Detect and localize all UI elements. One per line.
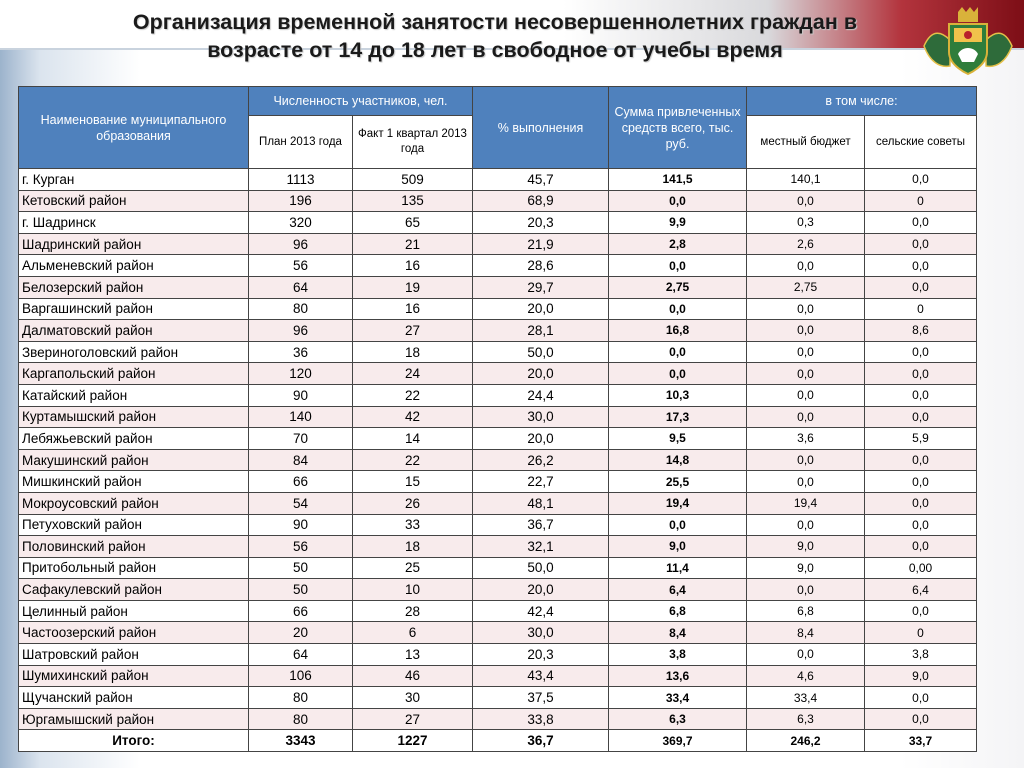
page-title [60,8,930,64]
sum-cell: 10,3 [609,384,747,406]
local-budget-cell: 0,0 [747,644,865,666]
fact-cell: 15 [353,471,473,493]
municipality-cell: Каргапольский район [19,363,249,385]
local-budget-cell: 0,0 [747,449,865,471]
municipality-cell: Шумихинский район [19,665,249,687]
plan-cell: 96 [249,320,353,342]
municipality-cell: Макушинский район [19,449,249,471]
header-municipality: Наименование муниципального образования [19,87,249,169]
municipality-cell: г. Курган [19,169,249,191]
fact-cell: 135 [353,190,473,212]
title-line-1: Организация временной занятости несовершеннолетних граждан в [132,10,858,34]
table-row [19,276,977,298]
local-budget-cell: 0,3 [747,212,865,234]
rural-councils-cell: 3,8 [865,644,977,666]
header-including: в том числе: [747,87,977,116]
local-budget-cell: 9,0 [747,536,865,558]
municipality-cell: Мокроусовский район [19,492,249,514]
percent-cell: 22,7 [473,471,609,493]
plan-cell: 90 [249,514,353,536]
fact-cell: 21 [353,233,473,255]
local-budget-cell: 0,0 [747,384,865,406]
local-budget-cell: 0,0 [747,579,865,601]
sum-cell: 9,0 [609,536,747,558]
rural-councils-cell: 0,0 [865,212,977,234]
fact-cell: 28 [353,600,473,622]
sum-cell: 8,4 [609,622,747,644]
fact-cell: 1227 [353,730,473,752]
sum-cell: 16,8 [609,320,747,342]
plan-cell: 54 [249,492,353,514]
fact-cell: 30 [353,687,473,709]
local-budget-cell: 3,6 [747,428,865,450]
sum-cell: 6,8 [609,600,747,622]
sum-cell: 9,9 [609,212,747,234]
municipality-cell: Кетовский район [19,190,249,212]
table-row [19,471,977,493]
fact-cell: 24 [353,363,473,385]
sum-cell: 17,3 [609,406,747,428]
municipality-cell: Катайский район [19,384,249,406]
rural-councils-cell: 0,0 [865,471,977,493]
percent-cell: 30,0 [473,622,609,644]
sum-cell: 0,0 [609,341,747,363]
rural-councils-cell: 0,0 [865,687,977,709]
table-row [19,341,977,363]
fact-cell: 10 [353,579,473,601]
percent-cell: 50,0 [473,341,609,363]
local-budget-cell: 0,0 [747,320,865,342]
municipality-cell: Щучанский район [19,687,249,709]
fact-cell: 46 [353,665,473,687]
sum-cell: 0,0 [609,298,747,320]
plan-cell: 20 [249,622,353,644]
percent-cell: 37,5 [473,687,609,709]
local-budget-cell: 140,1 [747,169,865,191]
plan-cell: 36 [249,341,353,363]
sum-cell: 13,6 [609,665,747,687]
table-row [19,363,977,385]
sum-cell: 33,4 [609,687,747,709]
table-row [19,233,977,255]
municipality-cell: Белозерский район [19,276,249,298]
fact-cell: 18 [353,536,473,558]
rural-councils-cell: 0,00 [865,557,977,579]
plan-cell: 50 [249,557,353,579]
table-row [19,298,977,320]
local-budget-cell: 0,0 [747,406,865,428]
table-row [19,536,977,558]
municipality-cell: Петуховский район [19,514,249,536]
sum-cell: 9,5 [609,428,747,450]
fact-cell: 22 [353,449,473,471]
sum-cell: 14,8 [609,449,747,471]
sum-cell: 6,3 [609,708,747,730]
local-budget-cell: 9,0 [747,557,865,579]
municipality-cell: Притобольный район [19,557,249,579]
rural-councils-cell: 0,0 [865,600,977,622]
percent-cell: 20,3 [473,212,609,234]
local-budget-cell: 4,6 [747,665,865,687]
fact-cell: 14 [353,428,473,450]
local-budget-cell: 0,0 [747,363,865,385]
plan-cell: 64 [249,276,353,298]
fact-cell: 42 [353,406,473,428]
municipality-cell: г. Шадринск [19,212,249,234]
table-row [19,708,977,730]
fact-cell: 65 [353,212,473,234]
table-row [19,190,977,212]
percent-cell: 20,0 [473,428,609,450]
plan-cell: 64 [249,644,353,666]
table-row [19,665,977,687]
header-sum: Сумма привлеченных средств всего, тыс. руб. [609,87,747,169]
local-budget-cell: 6,8 [747,600,865,622]
sum-cell: 25,5 [609,471,747,493]
rural-councils-cell: 0,0 [865,536,977,558]
sum-cell: 2,75 [609,276,747,298]
percent-cell: 50,0 [473,557,609,579]
percent-cell: 28,1 [473,320,609,342]
rural-councils-cell: 0,0 [865,233,977,255]
table-row [19,384,977,406]
plan-cell: 3343 [249,730,353,752]
plan-cell: 80 [249,298,353,320]
rural-councils-cell: 9,0 [865,665,977,687]
sum-cell: 11,4 [609,557,747,579]
percent-cell: 33,8 [473,708,609,730]
sum-cell: 0,0 [609,190,747,212]
percent-cell: 20,3 [473,644,609,666]
fact-cell: 16 [353,255,473,277]
local-budget-cell: 0,0 [747,190,865,212]
employment-table [18,86,977,752]
rural-councils-cell: 0,0 [865,406,977,428]
percent-cell: 43,4 [473,665,609,687]
percent-cell: 26,2 [473,449,609,471]
rural-councils-cell: 0,0 [865,276,977,298]
table-row [19,514,977,536]
municipality-cell: Альменевский район [19,255,249,277]
header-fact: Факт 1 квартал 2013 года [353,116,473,169]
fact-cell: 22 [353,384,473,406]
rural-councils-cell: 0,0 [865,169,977,191]
percent-cell: 68,9 [473,190,609,212]
sum-cell: 19,4 [609,492,747,514]
plan-cell: 1113 [249,169,353,191]
fact-cell: 27 [353,708,473,730]
rural-councils-cell: 0,0 [865,255,977,277]
municipality-cell: Целинный район [19,600,249,622]
percent-cell: 32,1 [473,536,609,558]
table-row [19,449,977,471]
rural-councils-cell: 0,0 [865,384,977,406]
table-row [19,600,977,622]
percent-cell: 36,7 [473,514,609,536]
sum-cell: 141,5 [609,169,747,191]
municipality-cell: Итого: [19,730,249,752]
rural-councils-cell: 0,0 [865,708,977,730]
plan-cell: 84 [249,449,353,471]
local-budget-cell: 0,0 [747,341,865,363]
percent-cell: 21,9 [473,233,609,255]
municipality-cell: Куртамышский район [19,406,249,428]
rural-councils-cell: 0,0 [865,514,977,536]
fact-cell: 18 [353,341,473,363]
table-row [19,687,977,709]
municipality-cell: Лебяжьевский район [19,428,249,450]
rural-councils-cell: 33,7 [865,730,977,752]
municipality-cell: Звериноголовский район [19,341,249,363]
municipality-cell: Шадринский район [19,233,249,255]
rural-councils-cell: 0 [865,622,977,644]
local-budget-cell: 0,0 [747,298,865,320]
municipality-cell: Далматовский район [19,320,249,342]
municipality-cell: Юргамышский район [19,708,249,730]
rural-councils-cell: 0 [865,298,977,320]
header-plan: План 2013 года [249,116,353,169]
local-budget-cell: 2,75 [747,276,865,298]
plan-cell: 120 [249,363,353,385]
local-budget-cell: 0,0 [747,471,865,493]
total-row [19,730,977,752]
local-budget-cell: 0,0 [747,255,865,277]
local-budget-cell: 2,6 [747,233,865,255]
table-row [19,492,977,514]
municipality-cell: Сафакулевский район [19,579,249,601]
local-budget-cell: 8,4 [747,622,865,644]
title-line-2: возрасте от 14 до 18 лет в свободное от учебы время [207,38,783,62]
plan-cell: 80 [249,687,353,709]
municipality-cell: Шатровский район [19,644,249,666]
plan-cell: 90 [249,384,353,406]
plan-cell: 106 [249,665,353,687]
sum-cell: 2,8 [609,233,747,255]
fact-cell: 25 [353,557,473,579]
sum-cell: 369,7 [609,730,747,752]
header-percent: % выполнения [473,87,609,169]
table-row [19,644,977,666]
fact-cell: 16 [353,298,473,320]
percent-cell: 29,7 [473,276,609,298]
plan-cell: 96 [249,233,353,255]
municipality-cell: Варгашинский район [19,298,249,320]
fact-cell: 6 [353,622,473,644]
sum-cell: 0,0 [609,363,747,385]
plan-cell: 50 [249,579,353,601]
percent-cell: 24,4 [473,384,609,406]
table-row [19,169,977,191]
fact-cell: 509 [353,169,473,191]
plan-cell: 66 [249,600,353,622]
local-budget-cell: 19,4 [747,492,865,514]
sum-cell: 6,4 [609,579,747,601]
percent-cell: 20,0 [473,298,609,320]
plan-cell: 196 [249,190,353,212]
fact-cell: 27 [353,320,473,342]
sum-cell: 0,0 [609,514,747,536]
local-budget-cell: 6,3 [747,708,865,730]
plan-cell: 66 [249,471,353,493]
table-row [19,622,977,644]
rural-councils-cell: 8,6 [865,320,977,342]
sum-cell: 0,0 [609,255,747,277]
local-budget-cell: 0,0 [747,514,865,536]
percent-cell: 20,0 [473,579,609,601]
percent-cell: 48,1 [473,492,609,514]
plan-cell: 80 [249,708,353,730]
table-row [19,579,977,601]
fact-cell: 19 [353,276,473,298]
table-row [19,428,977,450]
municipality-cell: Мишкинский район [19,471,249,493]
fact-cell: 33 [353,514,473,536]
header-rural-councils: сельские советы [865,116,977,169]
percent-cell: 36,7 [473,730,609,752]
fact-cell: 26 [353,492,473,514]
header-participants: Численность участников, чел. [249,87,473,116]
table-row [19,406,977,428]
table-row [19,255,977,277]
plan-cell: 140 [249,406,353,428]
table-row [19,320,977,342]
rural-councils-cell: 6,4 [865,579,977,601]
municipality-cell: Половинский район [19,536,249,558]
rural-councils-cell: 0,0 [865,341,977,363]
rural-councils-cell: 0,0 [865,492,977,514]
percent-cell: 30,0 [473,406,609,428]
percent-cell: 28,6 [473,255,609,277]
plan-cell: 320 [249,212,353,234]
local-budget-cell: 246,2 [747,730,865,752]
table-body [19,169,977,752]
percent-cell: 45,7 [473,169,609,191]
municipality-cell: Частоозерский район [19,622,249,644]
table-row [19,212,977,234]
rural-councils-cell: 0,0 [865,363,977,385]
header-local-budget: местный бюджет [747,116,865,169]
plan-cell: 56 [249,536,353,558]
rural-councils-cell: 5,9 [865,428,977,450]
percent-cell: 20,0 [473,363,609,385]
local-budget-cell: 33,4 [747,687,865,709]
plan-cell: 70 [249,428,353,450]
plan-cell: 56 [249,255,353,277]
rural-councils-cell: 0 [865,190,977,212]
kurgan-coat-of-arms-icon [916,6,1020,78]
percent-cell: 42,4 [473,600,609,622]
fact-cell: 13 [353,644,473,666]
table-row [19,557,977,579]
sum-cell: 3,8 [609,644,747,666]
rural-councils-cell: 0,0 [865,449,977,471]
